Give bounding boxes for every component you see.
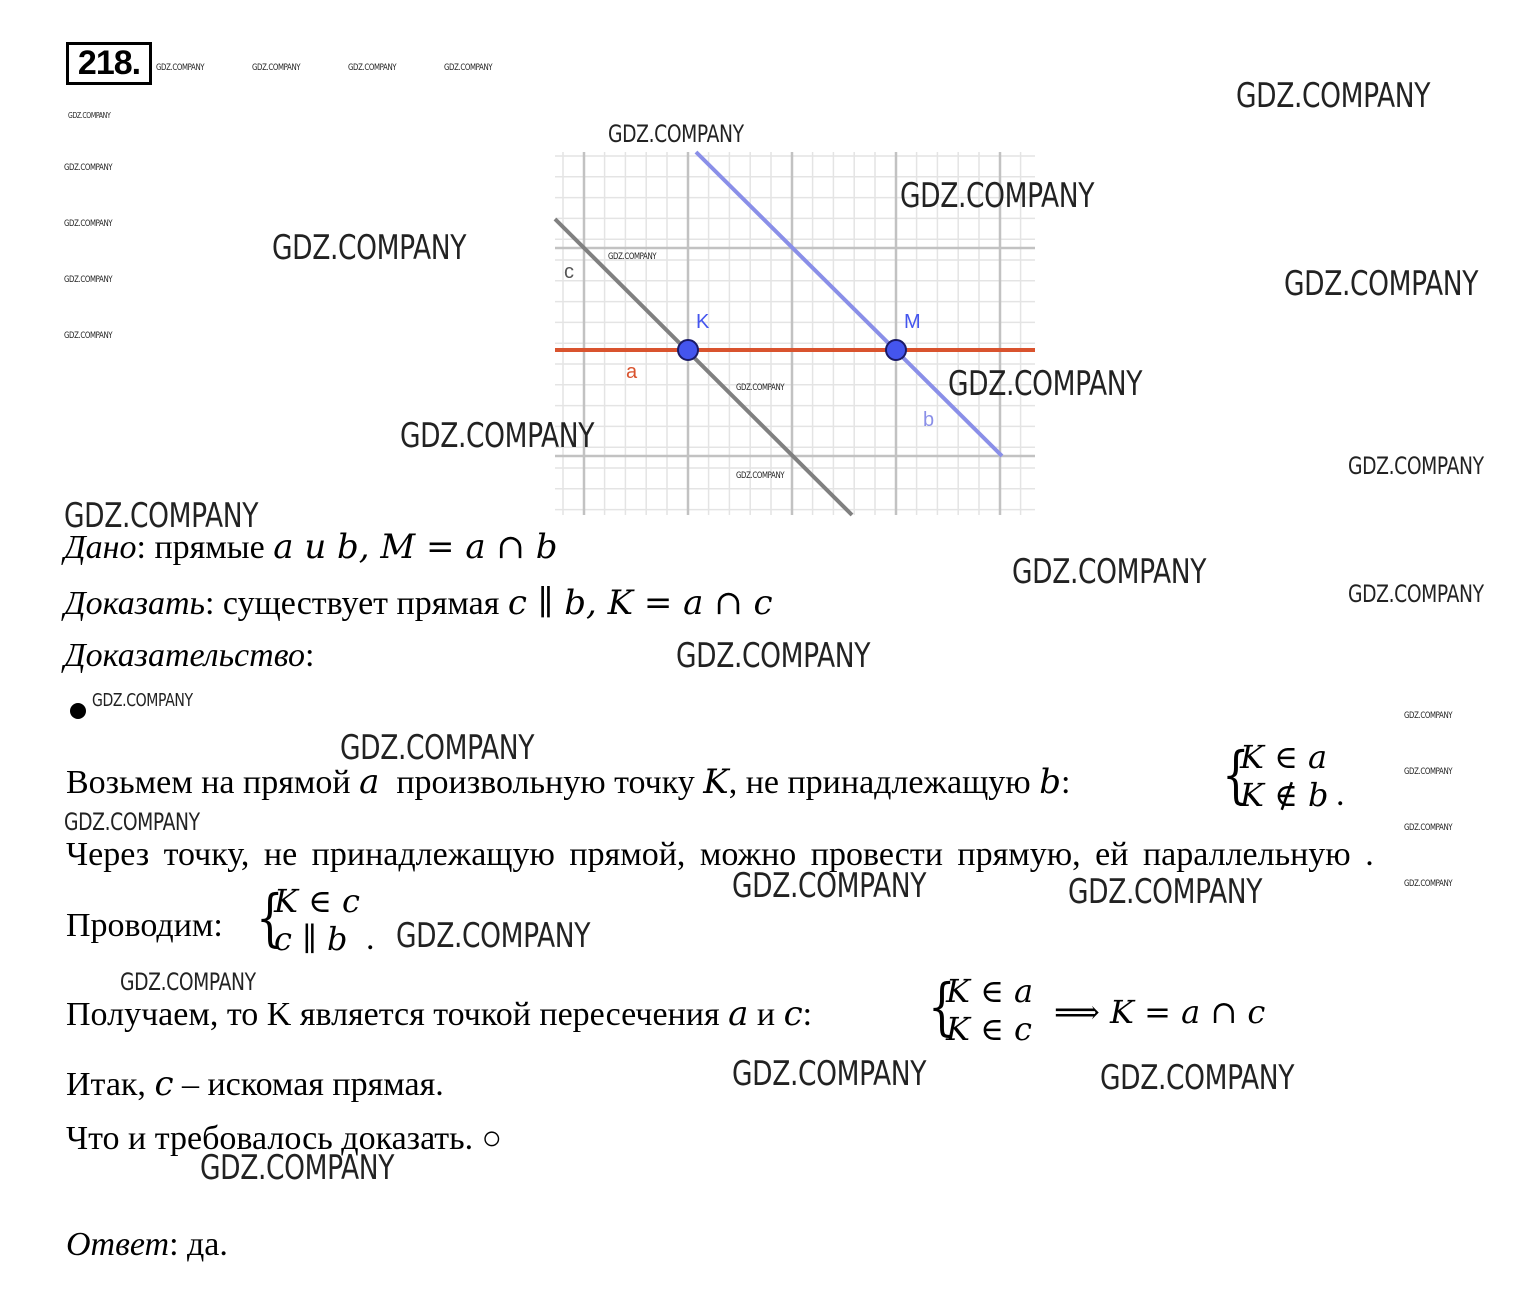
watermark: GDZ.COMPANY — [1236, 76, 1431, 116]
watermark: GDZ.COMPANY — [400, 416, 595, 456]
step-1-mid: произвольную точку — [379, 764, 704, 801]
step-1-a: a — [359, 762, 380, 802]
watermark: GDZ.COMPANY — [1068, 872, 1263, 912]
watermark: GDZ.COMPANY — [68, 111, 111, 120]
step-4-text: Получаем, то K является точкой пересечения — [66, 996, 729, 1033]
step-1-text: Возьмем на прямой — [66, 764, 360, 801]
watermark: GDZ.COMPANY — [900, 176, 1095, 216]
step-3-brace: { — [256, 881, 284, 954]
prove-text: : существует прямая — [204, 585, 508, 622]
watermark: GDZ.COMPANY — [64, 163, 113, 173]
watermark: GDZ.COMPANY — [348, 63, 397, 73]
step-1-rest: , не принадлежащую — [728, 764, 1040, 801]
step-2: Через точку, не принадлежащую прямой, можно провести прямую, ей параллельную . — [66, 836, 1374, 873]
watermark: GDZ.COMPANY — [1404, 711, 1453, 721]
step-6: Что и требовалось доказать. ○ — [66, 1120, 503, 1157]
step-4-sys-row: K ∈ a — [946, 972, 1034, 1010]
step-1-system — [1240, 738, 1328, 814]
watermark: GDZ.COMPANY — [1100, 1058, 1295, 1098]
step-3-sys-row: K ∈ c — [274, 882, 360, 920]
step-1-brace: { — [1222, 738, 1250, 811]
answer-text: : да. — [169, 1226, 228, 1263]
step-1-b: b — [1039, 762, 1061, 802]
watermark: GDZ.COMPANY — [736, 471, 785, 481]
label-b: b — [923, 409, 935, 431]
label-c: c — [564, 261, 574, 283]
watermark: GDZ.COMPANY — [120, 968, 256, 996]
watermark: GDZ.COMPANY — [1404, 879, 1453, 889]
step-4-colon: : — [802, 996, 813, 1033]
prove-line — [64, 583, 773, 623]
watermark: GDZ.COMPANY — [156, 63, 205, 73]
problem-number: 218. — [66, 42, 152, 85]
proof-text: : — [305, 637, 315, 674]
watermark: GDZ.COMPANY — [948, 364, 1143, 404]
step-5 — [66, 1064, 444, 1104]
point-k — [678, 340, 698, 360]
given-label: Дано — [64, 529, 137, 566]
watermark: GDZ.COMPANY — [92, 690, 193, 711]
step-1-sys-row: K ∉ b — [1240, 776, 1329, 814]
watermark: GDZ.COMPANY — [200, 1148, 395, 1188]
watermark: GDZ.COMPANY — [64, 219, 113, 229]
watermark: GDZ.COMPANY — [252, 63, 301, 73]
step-4 — [66, 994, 812, 1034]
watermark: GDZ.COMPANY — [1284, 264, 1479, 304]
step-1-sys-row: K ∈ a — [1240, 738, 1328, 776]
step-3-end: . — [366, 920, 375, 957]
watermark: GDZ.COMPANY — [736, 383, 785, 393]
watermark: GDZ.COMPANY — [1012, 552, 1207, 592]
label-m: M — [904, 311, 921, 333]
watermark: GDZ.COMPANY — [444, 63, 493, 73]
proof-line — [64, 637, 314, 675]
step-3-sys-row: c ∥ b — [274, 920, 348, 958]
watermark: GDZ.COMPANY — [676, 636, 871, 676]
step-1 — [66, 762, 1070, 802]
label-a: a — [626, 361, 638, 383]
watermark: GDZ.COMPANY — [64, 808, 200, 836]
watermark: GDZ.COMPANY — [732, 866, 927, 906]
step-1-colon: : — [1060, 764, 1071, 801]
step-5-c: c — [154, 1064, 174, 1104]
watermark: GDZ.COMPANY — [340, 728, 535, 768]
watermark: GDZ.COMPANY — [64, 275, 113, 285]
step-4-result: ⟹ K = a ∩ c — [1054, 993, 1266, 1031]
watermark: GDZ.COMPANY — [396, 916, 591, 956]
given-text: : прямые — [136, 529, 274, 566]
proof-label: Доказательство — [64, 637, 306, 674]
step-4-a: a — [728, 994, 749, 1034]
step-3: Проводим: — [66, 907, 223, 944]
watermark: GDZ.COMPANY — [1404, 823, 1453, 833]
answer-label: Ответ — [66, 1226, 170, 1263]
answer-line — [66, 1226, 228, 1264]
watermark: GDZ.COMPANY — [1348, 580, 1484, 608]
watermark: GDZ.COMPANY — [608, 252, 657, 262]
step-5-rest: – искомая прямая. — [173, 1066, 444, 1103]
watermark: GDZ.COMPANY — [64, 496, 259, 536]
step-4-sys-row: K ∈ c — [946, 1010, 1032, 1048]
watermark: GDZ.COMPANY — [64, 331, 113, 341]
step-4-and: и — [748, 996, 784, 1033]
step-1-k: K — [703, 762, 729, 802]
prove-math: c ∥ b, K = a ∩ c — [507, 583, 773, 623]
step-3-system — [274, 882, 360, 958]
step-4-c: c — [783, 994, 803, 1034]
step-4-system — [946, 972, 1033, 1048]
watermark: GDZ.COMPANY — [272, 228, 467, 268]
prove-label: Доказать — [64, 585, 205, 622]
bullet — [70, 703, 86, 719]
given-math: a и b, M = a ∩ b — [273, 527, 558, 567]
watermark: GDZ.COMPANY — [608, 120, 744, 148]
watermark: GDZ.COMPANY — [732, 1054, 927, 1094]
watermark: GDZ.COMPANY — [1348, 452, 1484, 480]
label-k: K — [696, 311, 710, 333]
step-4-brace: { — [928, 970, 956, 1043]
step-1-end: . — [1336, 776, 1345, 813]
step-5-text: Итак, — [66, 1066, 155, 1103]
point-m — [886, 340, 906, 360]
watermark: GDZ.COMPANY — [1404, 767, 1453, 777]
